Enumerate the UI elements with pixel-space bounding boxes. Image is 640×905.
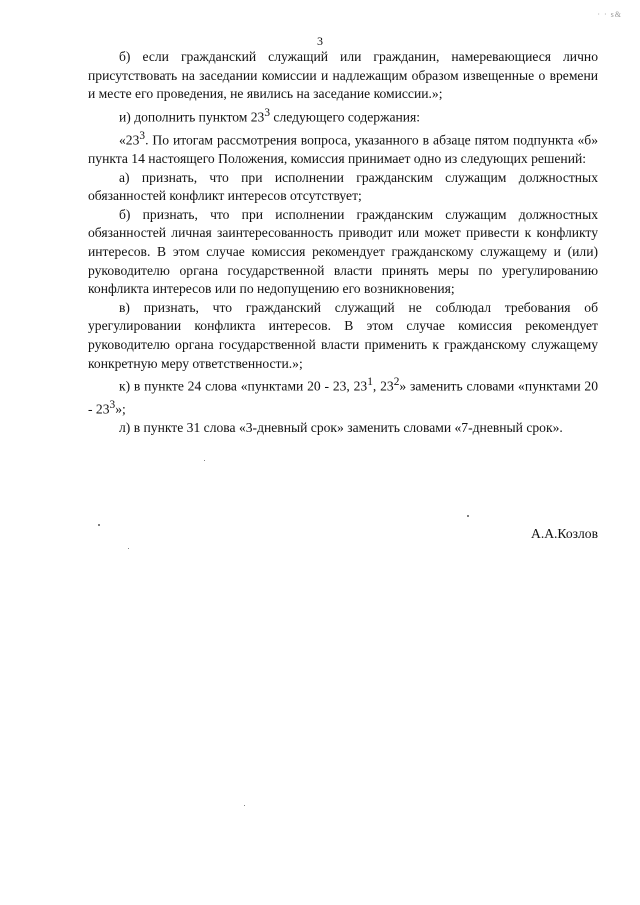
paragraph-b-absence: б) если гражданский служащий или гражданин, намеревающиеся лично присутствовать на заседании комиссии и надлежащим образом извещенные о времени и месте его проведения, не явились на заседание комиссии.»;: [88, 49, 598, 102]
scan-speck: [128, 548, 129, 549]
paragraph-clause-23-3: «$23^3$. По итогам рассмотрения вопроса, указанного в абзаце пятом подпункта «б» пункта 14 настоящего Положения, комиссия принимает одно из следующих решений:: [88, 129, 598, 167]
paragraph-i-add-clause: и) дополнить пунктом $23^3$ следующего содержания:: [119, 106, 421, 125]
paragraph-decision-a: а) признать, что при исполнении гражданским служащим должностных обязанностей конфликт интересов отсутствует;: [88, 169, 598, 204]
scan-speck: [204, 460, 205, 461]
paragraph-decision-v: в) признать, что гражданский служащий не соблюдал требования об урегулировании конфликта интересов. В этом случае комиссия рекомендует руководителю органа государственной власти применить к гражданскому служащему конкретную меру ответственности.»;: [88, 299, 598, 371]
scan-speck: [244, 805, 245, 806]
scan-speck: [98, 524, 100, 526]
corner-mark: · · s&: [597, 10, 622, 19]
paragraph-decision-b: б) признать, что при исполнении гражданским служащим должностных обязанностей личная заинтересованность приводит или может привести к конфликту интересов. В этом случае комиссия рекомендует гражданскому служащему и (или) руководителю органа государственной власти принять меры по урегулированию конфликта интересов или по недопущению его возникновения;: [88, 206, 598, 297]
document-body: [88, 48, 598, 438]
page-number: 3: [317, 34, 323, 48]
signature-name: А.А.Козлов: [531, 526, 598, 541]
paragraph-k-clause-24: к) в пункте 24 слова «пунктами 20 - 23, $23^1$, $23^2$» заменить словами «пунктами $20 - 23^3$»;: [88, 376, 599, 417]
paragraph-l-clause-31: л) в пункте 31 слова «3-дневный срок» заменить словами «7-дневный срок».: [119, 420, 563, 436]
scan-speck: [467, 515, 469, 517]
